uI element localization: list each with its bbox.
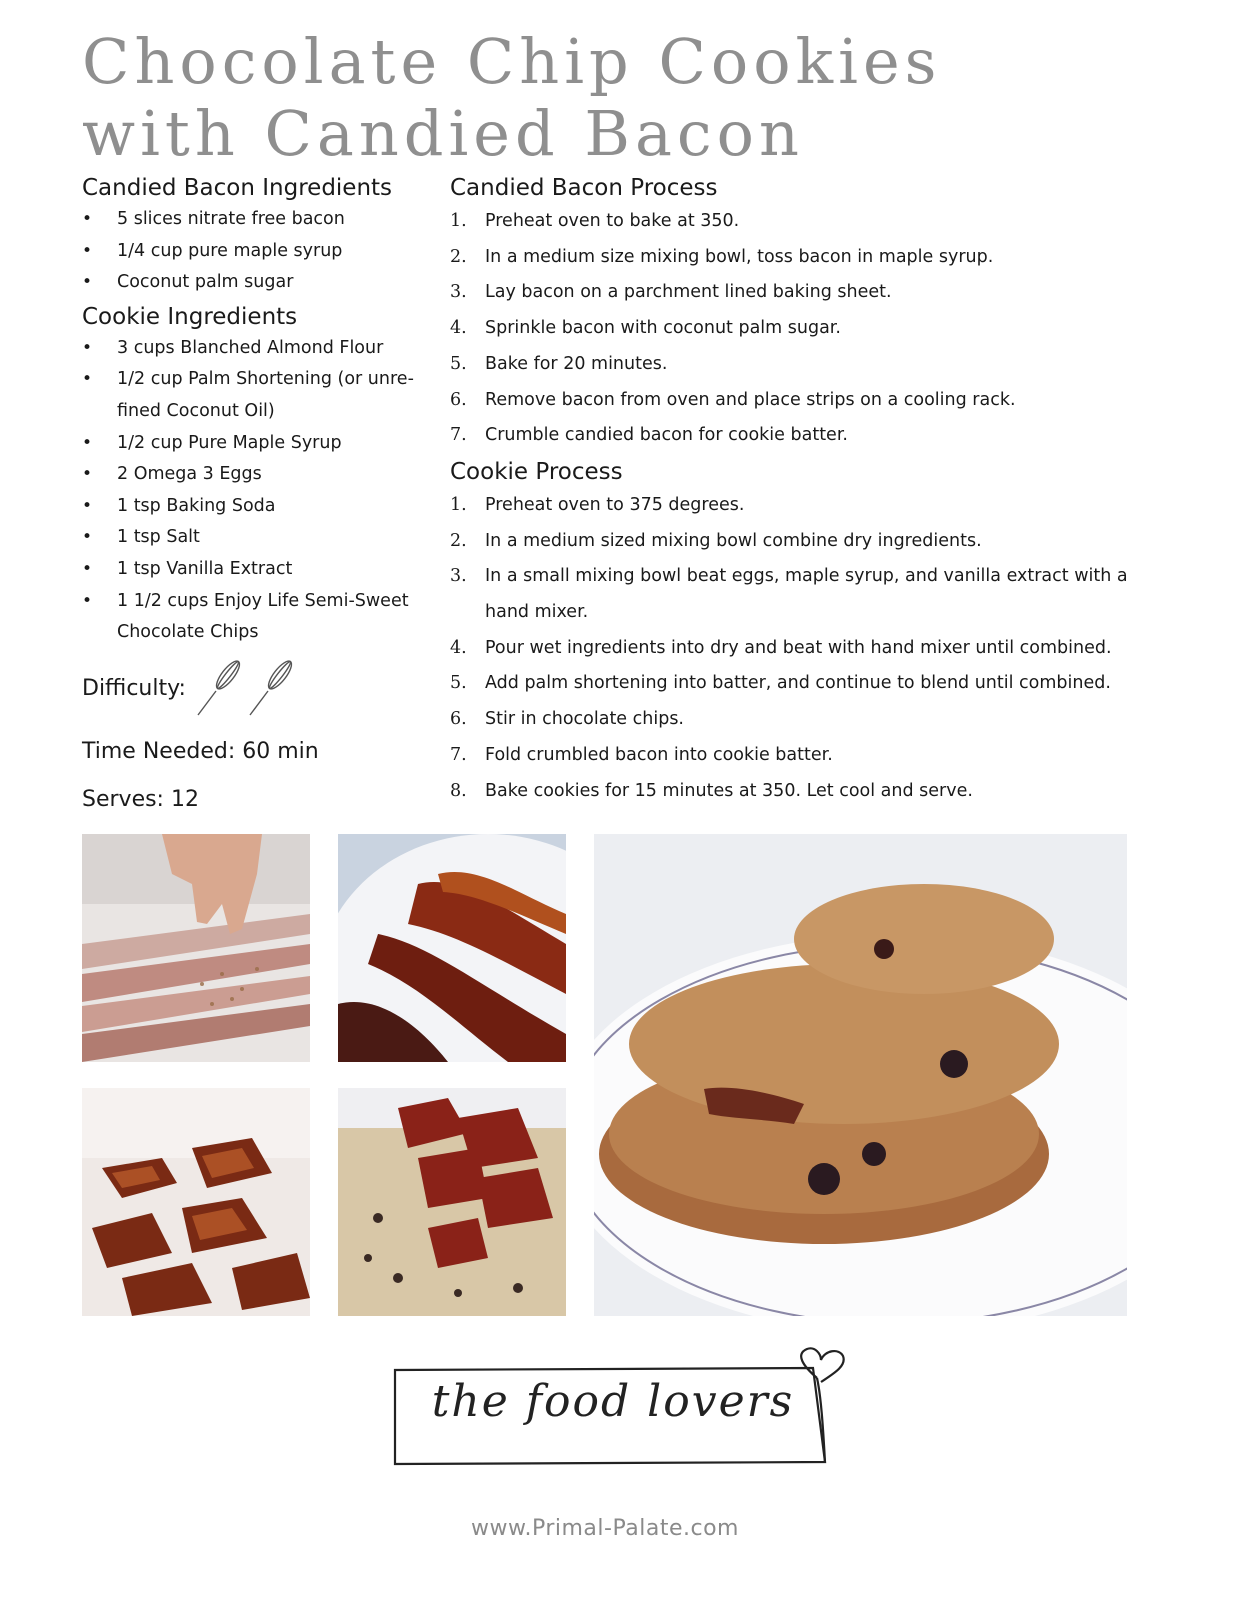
step-text: Remove bacon from oven and place strips on a cooling rack.	[485, 389, 1016, 410]
list-item	[450, 347, 1150, 383]
list-item	[450, 204, 1150, 240]
list-item	[450, 418, 1150, 454]
list-item	[82, 267, 432, 299]
list-item	[450, 275, 1150, 311]
serves-value: 12	[170, 786, 199, 812]
ingredients-column	[82, 172, 432, 815]
bullet-icon: •	[82, 432, 93, 453]
list-item	[82, 554, 432, 586]
step-text: Preheat oven to bake at 350.	[485, 211, 740, 231]
list-item	[82, 522, 432, 554]
candied-bacon-ingredients-list	[82, 204, 432, 299]
list-item	[450, 488, 1150, 524]
list-item	[82, 491, 432, 523]
ingredient-text: 1 tsp Baking Soda	[117, 495, 276, 516]
food-lovers-logo	[393, 1346, 853, 1471]
step-text: In a medium size mixing bowl, toss bacon in maple syrup.	[485, 246, 994, 267]
step-number: 6.	[450, 709, 467, 730]
recipe-title-line-2: with Candied Bacon	[82, 97, 804, 170]
candied-bacon-ingredients-heading: Candied Bacon Ingredients	[82, 175, 393, 201]
step-text: Lay bacon on a parchment lined baking sheet.	[485, 282, 892, 303]
cookie-ingredients-heading: Cookie Ingredients	[82, 303, 298, 330]
logo-text: the food lovers	[431, 1376, 795, 1427]
bullet-icon: •	[82, 369, 93, 390]
list-item	[450, 631, 1150, 667]
ingredient-text: 1/2 cup Pure Maple Syrup	[117, 432, 342, 453]
step-number: 5.	[450, 673, 467, 694]
step-text: Preheat oven to 375 degrees.	[485, 494, 745, 515]
list-item	[82, 428, 432, 460]
candied-bacon-process-heading: Candied Bacon Process	[450, 175, 718, 201]
website-url[interactable]: www.Primal-Palate.com	[471, 1516, 739, 1541]
ingredient-text: 1/4 cup pure maple syrup	[117, 240, 343, 261]
ingredient-text: 5 slices nitrate free bacon	[117, 209, 345, 229]
list-item	[450, 559, 1150, 630]
bullet-icon: •	[82, 464, 93, 485]
bullet-icon: •	[82, 209, 93, 229]
list-item	[450, 311, 1150, 347]
step-number: 3.	[450, 282, 467, 303]
list-item	[82, 586, 432, 649]
whisk-icon	[194, 659, 246, 719]
photo-bacon-in-cookie-batter	[338, 1088, 566, 1316]
step-number: 8.	[450, 780, 467, 801]
step-text: In a small mixing bowl beat eggs, maple syrup, and vanilla extract with a hand mixer.	[485, 566, 1128, 623]
step-text: Sprinkle bacon with coconut palm sugar.	[485, 318, 841, 339]
step-number: 4.	[450, 637, 467, 658]
photo-crumbled-bacon	[82, 1088, 310, 1316]
step-text: In a medium sized mixing bowl combine dry ingredients.	[485, 530, 982, 551]
list-item	[82, 204, 432, 236]
step-text: Add palm shortening into batter, and continue to blend until combined.	[485, 673, 1111, 694]
list-item	[82, 364, 432, 427]
ingredient-text: 1 tsp Salt	[117, 527, 200, 548]
difficulty-label: Difficulty:	[82, 675, 186, 701]
list-item	[450, 383, 1150, 419]
bullet-icon: •	[82, 527, 93, 548]
ingredient-text: 1 tsp Vanilla Extract	[117, 558, 293, 579]
step-number: 4.	[450, 318, 467, 339]
photo-candied-bacon-strips	[338, 834, 566, 1062]
list-item	[450, 666, 1150, 702]
ingredient-text: 1/2 cup Palm Shortening (or unre-fined Coconut Oil)	[117, 369, 414, 421]
bullet-icon: •	[82, 337, 93, 358]
recipe-title	[82, 26, 941, 170]
step-text: Bake cookies for 15 minutes at 350. Let cool and serve.	[485, 780, 973, 801]
cookie-process-heading: Cookie Process	[450, 458, 623, 485]
list-item	[450, 738, 1150, 774]
photo-cookie-stack	[594, 834, 1127, 1316]
process-column	[450, 172, 1150, 809]
serves-label: Serves:	[82, 786, 164, 812]
bullet-icon: •	[82, 558, 93, 579]
list-item	[450, 524, 1150, 560]
step-number: 2.	[450, 530, 467, 551]
time-value: 60 min	[242, 738, 319, 764]
step-text: Bake for 20 minutes.	[485, 353, 668, 374]
step-number: 6.	[450, 389, 467, 410]
step-number: 7.	[450, 744, 467, 765]
step-text: Fold crumbled bacon into cookie batter.	[485, 744, 833, 765]
step-number: 7.	[450, 425, 467, 446]
ingredient-text: 2 Omega 3 Eggs	[117, 464, 262, 485]
bullet-icon: •	[82, 272, 93, 293]
ingredient-text: 1 1/2 cups Enjoy Life Semi-Sweet Chocolate Chips	[117, 590, 409, 643]
cookie-process-list	[450, 488, 1150, 809]
list-item	[82, 333, 432, 365]
difficulty-rating	[194, 659, 298, 719]
step-text: Crumble candied bacon for cookie batter.	[485, 425, 848, 446]
list-item	[450, 702, 1150, 738]
time-label: Time Needed:	[82, 738, 236, 764]
step-number: 5.	[450, 353, 467, 374]
ingredient-text: 3 cups Blanched Almond Flour	[117, 337, 384, 358]
list-item	[450, 774, 1150, 810]
time-needed	[82, 737, 432, 767]
step-text: Stir in chocolate chips.	[485, 709, 684, 730]
bullet-icon: •	[82, 240, 93, 261]
candied-bacon-process-list	[450, 204, 1150, 454]
step-number: 1.	[450, 494, 467, 515]
serves	[82, 785, 432, 815]
list-item	[82, 236, 432, 268]
list-item	[450, 240, 1150, 276]
bullet-icon: •	[82, 590, 93, 611]
cookie-ingredients-list	[82, 333, 432, 649]
recipe-title-line-1: Chocolate Chip Cookies	[82, 25, 942, 98]
bullet-icon: •	[82, 495, 93, 516]
difficulty-row	[82, 659, 432, 719]
whisk-icon	[246, 659, 298, 719]
step-number: 3.	[450, 566, 467, 587]
step-number: 1.	[450, 211, 467, 231]
step-text: Pour wet ingredients into dry and beat with hand mixer until combined.	[485, 637, 1112, 658]
step-number: 2.	[450, 246, 467, 267]
ingredient-text: Coconut palm sugar	[117, 272, 294, 293]
photo-sprinkling-sugar-on-bacon	[82, 834, 310, 1062]
list-item	[82, 459, 432, 491]
